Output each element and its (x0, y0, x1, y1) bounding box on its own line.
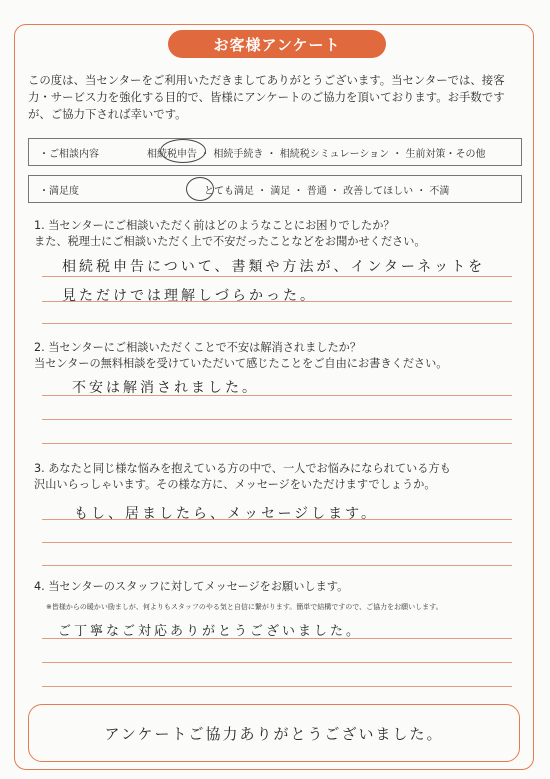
satisfaction-row (28, 175, 522, 203)
satisfaction-options: とても満足 ・ 満足 ・ 普通 ・ 改善してほしい ・ 不満 (204, 185, 450, 197)
consult-row (28, 138, 522, 166)
satisfaction-selected-mark (186, 177, 214, 201)
answer-2-line-1: 不安は解消されました。 (72, 380, 259, 396)
answer-1-line-1: 相続税申告について、書類や方法が、インターネットを (62, 259, 486, 275)
answer-1-line-2: 見ただけでは理解しづらかった。 (62, 288, 317, 304)
question-2: 2. 当センターにご相談いただくことで不安は解消されましたか？ 当センターの無料相談を受けていただいて感じたことをご自由にお書きください。 (34, 341, 448, 370)
satisfaction-label: ・満足度 (39, 185, 79, 197)
intro-text: この度は、当センターをご利用いただきましてありがとうございます。当センターでは、接客力・サービス力を強化する目的で、皆様にアンケートのご協力を頂いております。お手数ですが、ご協力下されば幸いです。 (28, 73, 505, 121)
question-4: 4. 当センターのスタッフに対してメッセージをお願いします。 (34, 580, 349, 593)
question-3: 3. あなたと同じ様な悩みを抱えている方の中で、一人でお悩みになられている方も 沢山いらっしゃいます。その様な方に、メッセージをいただけますでしょうか。 (34, 462, 451, 491)
page-title: お客様アンケート (168, 30, 386, 58)
survey-frame (14, 24, 534, 770)
question-4-note: ※皆様からの暖かい励ましが、何よりもスタッフのやる気と自信に繋がります。簡単で結構ですので、ご協力をお願いします。 (46, 603, 443, 611)
consult-selected-mark (160, 139, 206, 163)
thanks-box: アンケートご協力ありがとうございました。 (28, 704, 520, 762)
consult-options: 相続税申告 ・ 相続手続き ・ 相続税シミュレーション ・ 生前対策・その他 (147, 148, 486, 160)
answer-3-line-1: もし、居ましたら、メッセージします。 (74, 506, 379, 522)
consult-label: ・ご相談内容 (39, 148, 99, 160)
answer-4-line-1: ご丁寧なご対応ありがとうございました。 (58, 624, 363, 639)
question-1: 1. 当センターにご相談いただく前はどのようなことにお困りでしたか？ また、税理士にご相談いただく上で不安だったことなどをお聞かせください。 (34, 219, 426, 248)
